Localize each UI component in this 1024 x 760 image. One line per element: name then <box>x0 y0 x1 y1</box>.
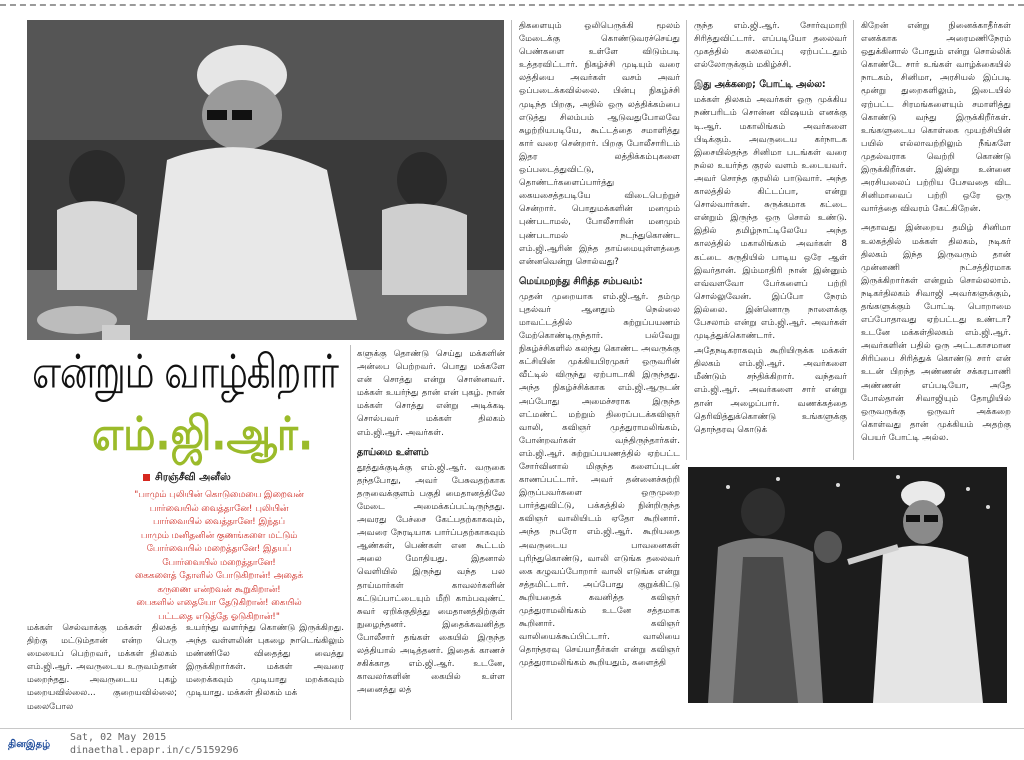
paragraph: அதாவது இன்றைய தமிழ் சினிமா உலகத்தில் மக்கள் திலகம், நடிகர் திலகம் இந்த இருவரும் தான் முன்னணி நட்சத்திரமாக இருக்கிறார்கள் என்றும் சொல்லலாம். நடிகர்திலகம் சிவாஜி அவர்களுக்கும், தங்களுக்கும் போட்டி பொறாமை எப்போதாவது ஏற்பட்டது உண்டா? உடனே மக்கள்திலகம் எம்.ஜி.ஆர். அவர்களின் பதில் ஒரு அட்டகாசமான சிரிப்பை சிரித்துக் கொண்டு சார் என் உடன் பிறந்த அண்ணன் சக்கரபாணி அண்ணன் எப்படியோ, அதே போல்தான் சிவாஜியும் தோழியில் ஒருவருக்கு ஒருவர் அக்கறை கொள்வது தான் முக்கியம் அதற்கு பெயர் போட்டி அல்ல. <box>861 223 1011 443</box>
column-rule <box>686 20 687 460</box>
section-heading: இது அக்கறை; போட்டி அல்ல: <box>694 79 826 91</box>
article-column-4 <box>694 20 847 460</box>
article-column-3 <box>519 20 680 722</box>
poem-line: போர்வையில் மறைத்தானே! <box>162 557 276 568</box>
photo-mgr-with-children <box>27 20 504 340</box>
poem-line: பைகளில் எதையோ தேடுகிறான்! கையில் <box>136 598 302 608</box>
publication-logo[interactable] <box>8 739 50 751</box>
poem-line: கைகளைத் தோளில் போடுகிறான்! அதைக் <box>134 571 304 581</box>
headline: என்றும் வாழ்கிறார் <box>32 345 338 399</box>
section-heading: மெய்மறந்து சிரித்த சம்பவம்: <box>519 275 643 287</box>
paragraph: முதன் முறையாக எம்.ஜி.ஆர். தம்மு புதல்வர் ஆனதும் நெல்லை மாவட்டத்தில் சுற்றுப்பயணம் மேற்கொண்டிருந்தார். பல்வேறு நிகழ்ச்சிகளில் கலந்து கொண்ட அவருக்கு கட்சியின் முக்கியபிரமுகர் ஒருவரின் வீட்டில் விருந்து ஏற்பாடாகி இருந்தது. அந்த நிகழ்ச்சிக்காக எம்.ஜி.ஆருடன் அப்போது அமைச்சராக இருந்த எட்மண்ட் மற்றும் திரைப்படக்கவிஞர் வாலி, கவிஞர் முத்துராமலிங்கம், போன்றவர்கள் வந்திருந்தார்கள். எம்.ஜி.ஆர். சுற்றுப்பயணத்தில் ஏற்பட்ட சோர்வினால் மிகுந்த களைப்புடன் காணப்பட்டார். அவர் தன்னைச்சுற்றி இருப்பவர்களை ஒருமுறை பார்த்துவிட்டு, பக்கத்தில் நின்றிருந்த கவிஞர் வாலியிடம் ஏதோ கூறினார். அந்த நபரோ எம்.ஜி.ஆர். கூறியதை அவருடைய பாவனைகள் புரிந்துகொண்டு, வாலி எடுங்க தலைவர் கை கழுவப்போறார் வாலி எடுங்க என்று சத்தமிட்டார். அப்போது குறுக்கிட்டு கூறியதைக் கவனித்த கவிஞர் முத்துராமலிங்கம் உடனே சத்தமாக கூறினார். கவிஞர் வாலியைக்கூப்பிட்டார். வாலியை தொந்தரவு செய்யாதீர்கள் என்று கவிஞர் முத்துராமலிங்கம் கூறியதும், களைத்தி <box>519 291 680 669</box>
photo-placeholder-art <box>27 20 504 340</box>
section-heading: தாய்மை உள்ளம் <box>357 446 429 458</box>
edition-date: Sat, 02 May 2015 <box>70 732 167 743</box>
logo-text: தினஇதழ் <box>8 739 51 750</box>
poem-line: பார்வையில் வைத்தானே! புலியின் <box>149 503 289 514</box>
column-rule <box>853 20 854 460</box>
article-column-5 <box>861 20 1011 460</box>
article-column-middle <box>357 348 505 722</box>
byline-marker <box>143 474 150 481</box>
article-column-left-a <box>27 622 177 722</box>
paragraph: களுக்கு தொண்டு செய்து மக்களின் அன்பை பெற்றவர். பொது மக்களே என் சொத்து என்று சொன்னவர். மக்கள் உயர்ந்து தான் என் புகழ். நான் மக்கள் சொத்து என்று அடிக்கடி சொல்பவர் மக்கள் திலகம் எம்.ஜி.ஆர். அவர்கள். <box>357 349 505 438</box>
photo-mgr-garlanded <box>688 467 1007 703</box>
byline <box>143 472 231 484</box>
poem-line: "பாமும் புலியின் கொடுமையை இறைவன் <box>134 490 304 500</box>
column-rule <box>511 20 512 720</box>
paragraph: தூத்துக்குடிக்கு எம்.ஜி.ஆர். வருகை தந்தபோது, அவர் பேசுவதற்காக தருவைக்குளம் பகுதி மைதானத்திலே மேடை அமைக்கப்பட்டிருந்தது. அவரது பேச்சை கேட்பதற்காகவும், அவரை நேரடியாக பார்ப்பதற்காகவும் ஆண்கள், பெண்கள் என கூட்டம் அலை மோதியது. இதனால் வெளியில் இருந்து வந்த பல தாய்மார்கள் காவலர்களின் கட்டுப்பாட்டையும் மீறி காம்பவுண்ட் சுவர் ஏறிக்குதித்து மைதானத்திற்குள் நுழைந்தனர். இதைக்கவனித்த போலீசார் தங்கள் கையில் இருந்த லத்தியால் அடித்தனர். இதைக் காணச் சகிக்காத எம்.ஜி.ஆர். உடனே, காவலர்களின் கையில் உள்ள அனைத்து லத் <box>357 462 505 696</box>
headline-subject: எம்.ஜி.ஆர். <box>92 408 314 461</box>
paragraph: திகளையும் ஒலிபெருக்கி மூலம் மேடைக்கு கொண்டுவரச்செய்து பெண்களை உள்ளே விடும்படி உத்தரவிட்டார். நிகழ்ச்சி முடியும் வரை லத்தியை அவர்கள் வசம் அவர் ஒப்படைக்கவில்லை. பின்பு நிகழ்ச்சி முடிந்த பிறகு, அதில் ஒரு லத்திக்கம்பை எடுத்து சிலம்பம் ஆடுவதுபோலவே சுழற்றியபடியே, கூட்டத்தை சமாளித்து கார் வரை சென்றார். பிறகு போலீசாரிடம் இதர லத்திக்கம்புகளை ஒப்படைத்துவிட்டு, தொண்டர்களைப்பார்த்து கையசைத்தபடியே விடைபெற்றுச் சென்றார். பொதுமக்களின் மனமும் புண்படாமல், போலீசாரின் மனமும் புண்படாமல் நடந்துகொண்ட எம்.ஜி.ஆரின் இந்த தாய்மையுள்ளத்தை என்னவென்று சொல்வது? <box>519 21 680 267</box>
epaper-footer <box>0 728 1024 760</box>
paragraph: மக்கள் செல்வாக்கு மக்கள் திலகத் திற்கு மட்டும்தான் என்ற பெரு மையைப் பெற்றவர், மக்கள் திலகம் எம்.ஜி.ஆர். அவருடைய உருவம்தான் மறைந்தது. அவருடைய புகழ் மறையவில்லை... குறையவில்லை; மலைபோல <box>27 623 177 712</box>
pull-quote-poem <box>90 489 348 624</box>
top-dashed-rule <box>0 4 1024 6</box>
paragraph: உயர்ந்து வளர்ந்து கொண்டு இருக்கிறது. அந்த வள்ளலின் புகழை நாடெங்கிலும் மண்ணிலே விதைத்து வைத்து இருக்கிறார்கள். மக்கள் அவரை மறைக்கவும் முடியாது மறக்கவும் முடியாது. மக்கள் திலகம் மக் <box>186 623 344 699</box>
poem-line: பாமும் மனிதனின் குணங்களை மட்டும் <box>140 530 298 541</box>
photo-placeholder-art <box>688 467 1007 703</box>
paragraph: கிறேன் என்று நினைக்காதீர்கள் எனக்காக அரைமணிநேரம் ஒதுக்கினால் போதும் என்று சொல்லிக் கொண்டே சார் உங்கள் வாழ்க்கையில் நாடகம், சினிமா, அரசியல் இப்படி மூன்று துறைகளிலும், இடையில் ஏற்பட்ட சிரமங்களையும் சமாளித்து கொண்டு வந்து இருக்கிறீர்கள். உங்களுடைய கொள்கை முயற்சியின் பயில் எல்லாவற்றிலும் நீங்களே முதல்வராக வெற்றி கொண்டு இருக்கிறீர்கள். இன்று உன்னை அரசியலைப் பற்றிய பேசவதை விட சினிமாவைப் பற்றி ஒரே ஒரு வார்த்தை விவரம் கேட்கிறேன். <box>861 21 1011 215</box>
poem-line: போர்வையில் மறைத்தானே! இதயப் <box>146 544 292 554</box>
paragraph: ருந்த எம்.ஜி.ஆர். சோர்வுமாறி சிரித்துவிட்டார். எப்படியோ தலைவர் முகத்தில் கலகலப்பு ஏற்பட்டதும் எல்லோருக்கும் மகிழ்ச்சி. <box>694 21 847 71</box>
poem-line: பார்வையில் வைத்தானே! இந்தப் <box>153 517 285 527</box>
article-column-left-b <box>186 622 344 722</box>
poem-line: கருணை என்றவன் கூறுகிறான்! <box>157 584 281 595</box>
poem-line: பட்டதை எடுத்தே ஓடுகிறான்!" <box>158 611 280 622</box>
paragraph: அதேநடிகராகவும் கூறியிருக்க மக்கள் திலகம் எம்.ஜி.ஆர். அவர்களை மீண்டும் சந்திக்கிறார். வந்தவர் எம்.ஜி.ஆர். அவர்களை சார் என்று தான் அழைப்பார். வணக்கத்தை தெரிவித்துக்கொண்டு உங்களுக்கு தொந்தரவு கொடுக் <box>694 346 847 435</box>
byline-author: சிரஞ்சீவி அனீஸ் <box>155 472 231 483</box>
paragraph: மக்கள் திலகம் அவர்கள் ஒரு முக்கிய நண்பரிடம் சொன்ன விஷயம் எனக்கு டி.ஆர். மகாலிங்கம் அவர்களை பிடிக்கும். அவருடைய கர்நாடக இசையில்தந்த சினிமா படங்கள் வரை நல்ல உயர்ந்த குரல் வளம் உடையவர். அவர் சொந்த குரலில் பாடுவார். அந்த காலத்தில் கிட்டப்பா, என்று சொல்வார்கள். சுருக்கமாக கட்டை என்றும் இருந்த ஒரு சொல் உண்டு. இதில் தமிழ்நாட்டிலேயே அந்த காலத்தில் மகாலிங்கம் அவர்கள் 8 கட்டை சுருதியில் பாடிய ஒரே ஆள் இவர்தான். இம்மாதிரி நான் இன்னும் எவ்வளவோ பேர்களைப் பற்றி சொல்லுவேன். இப்போ நேரம் இல்லை. இன்னொரு நாளைக்கு பேசலாம் என்று எம்.ஜி.ஆர். அவர்கள் முடித்துக்கொண்டார். <box>694 95 847 342</box>
epaper-url[interactable]: dinaethal.epapr.in/c/5159296 <box>70 745 239 756</box>
